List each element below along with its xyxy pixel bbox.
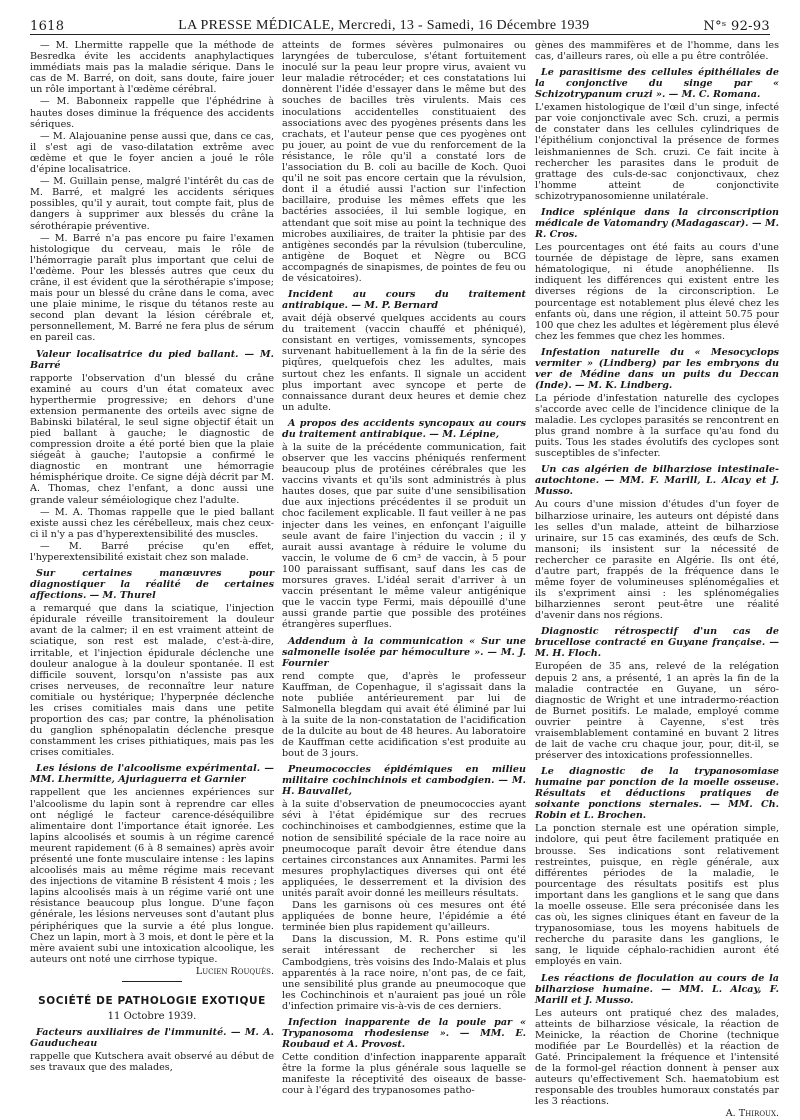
paragraph: L'examen histologique de l'œil d'un singe, infecté par voie conjonctivale avec Sch. cruzi, a permis de constater dans les cellules cylindriques de l'épithélium conjonctival la présence de formes leishmaniennes de Sch. cruzi. Ce fait incite à rechercher les parasites dans le produit de grattage des culs-de-sac conjonctivaux, chez l'homme atteint de conjonctivite schizotrypanosomienne unilatérale. (535, 102, 779, 202)
page-number: 1618 (30, 19, 65, 34)
section-heading: Infection inapparente de la poule par « Trypanosoma rhodesiense ». — MM. E. Roubaud et A. Provost. (282, 1017, 526, 1051)
section-heading: A propos des accidents syncopaux au cours du traitement antirabique. — M. Lépine, (282, 417, 526, 440)
page-header (30, 12, 770, 34)
signature: Lucien Rouquès. (195, 965, 274, 977)
paragraph: — M. Barré n'a pas encore pu faire l'examen histologique du cerveau, mais le rôle de l'hémorragie paraît plus important que celui de l'œdème. Pour les blessés autres que ceux du crâne, il est évident que la sérothérapie s'impose; mais pour un blessé du crâne dans le coma, avec une plaie minime, le risque du tétanos reste au second plan devant la lésion cérébrale et, personnellement, M. Barré ne fera plus de sérum en pareil cas. (30, 232, 274, 344)
paragraph: a remarqué que dans la sciatique, l'injection épidurale réveille transitoirement la douleur avant de la calmer; il en est vraiment atteint de sciatique, son rest est malade, c'est-à-dire, irritable, et l'injection épidurale déclenche une douleur analogue à la douleur spontanée. Il est difficile souvent, lorsqu'on n'assiste pas aux crises nerveuses, de reconnaître leur nature comitiale ou hystérique; l'hyperpnée déclenche les crises comitiales mais dans une petite proportion des cas; par contre, la phénolisation du ganglion sphénopalatin déclenche presque constamment les crises pithiatiques, mais pas les crises comitiales. (30, 603, 274, 759)
divider (122, 981, 182, 982)
paragraph: à la suite de la précédente communication, fait observer que les vaccins phéniqués renferment beaucoup plus de protéines cérébrales que les vaccins vivants et qu'ils sont administrés à plus hautes doses, que par suite d'une sensibilisation due aux injections précédentes il se produit un choc facilement explicable. Il faut veiller à ne pas injecter dans les veines, en enfonçant l'aiguille seule avant de faire l'injection du vaccin ; il y aurait aussi avantage à réduire le volume du vaccin, le volume de 6 cm³ de vaccin, à 5 pour 100 paraissant suffisant, sauf dans les cas de morsures graves. L'idéal serait d'arriver à un vaccin présentant le même valeur antigénique que le vaccin type Fermi, mais dépouillé d'une aussi grande partie que possible des protéines étrangères superflues. (282, 441, 526, 631)
section-heading: Les réactions de floculation au cours de la bilharziose humaine. — MM. L. Alcay, F. Marill et J. Musso. (535, 972, 779, 1006)
session-date: 11 Octobre 1939. (107, 1011, 197, 1023)
section-heading: Diagnostic rétrospectif d'un cas de brucellose contracté en Guyane française. — M. H. Floch. (535, 626, 779, 660)
section-heading: Sur certaines manœuvres pour diagnostiquer la réalité de certaines affections. — M. Thurel (30, 568, 274, 602)
column-2 (282, 40, 526, 1097)
section-heading: Facteurs auxiliaires de l'immunité. — M. A. Gauducheau (30, 1027, 274, 1050)
paragraph: à la suite d'observation de pneumococcies ayant sévi à l'état épidémique sur des recrues cochinchinoises et cambodgiennes, estime que la notion de sensibilité spéciale de la race noire au pneumocoque paraît devoir être étendue dans certaines circonstances aux Annamites. Parmi les mesures prophylactiques diverses qui ont été appliquées, le desserrement et la division des unités paraît avoir donné les meilleurs résultats. (282, 799, 526, 899)
column-3 (535, 40, 779, 1120)
header-rule (30, 34, 770, 35)
section-heading: Addendum à la communication « Sur une salmonelle isolée par hémoculture ». — M. J. Fournier (282, 635, 526, 669)
paragraph: Cette condition d'infection inapparente apparaît être la forme la plus générale sous laquelle se manifeste la réceptivité des oiseaux de basse-cour à l'égard des trypanosomes patho- (282, 1052, 526, 1097)
paragraph: Les auteurs ont pratiqué chez des malades, atteints de bilharziose vésicale, la réaction de Meinicke, la réaction de Chorine (technique modifiée par Le Bourdellès) et la réaction de Gaté. Principalement la fréquence et l'intensité de la formol-gel réaction donnent à penser aux auteurs qu'effectivement Sch. haematobium est responsable des troubles humoraux constatés par les 3 réactions. (535, 1007, 779, 1108)
paragraph: rend compte que, d'après le professeur Kauffman, de Copenhague, il s'agissait dans la note publiée antérieurement par lui de Salmonella blegdam qui avait été éliminé par lui à la suite de la non-constatation de l'acidification de la dulcite au bout de 48 heures. Au laboratoire de Kauffman cette acidification s'est produite au bout de 3 jours. (282, 670, 526, 760)
paragraph: — M. Barré précise qu'en effet, l'hyperextensibilité existait chez son malade. (30, 540, 274, 564)
paragraph: — M. Lhermitte rappelle que la méthode de Besredka évite les accidents anaphylactiques immédiats mais pas la maladie sérique. Dans le cas de M. Barré, on doit, sans doute, faire jouer un rôle important à l'œdème cérébral. (30, 40, 274, 96)
paragraph: Dans la discussion, M. R. Pons estime qu'il serait intéressant de rechercher si les Cambodgiens, très voisins des Indo-Malais et plus apparentés à la race noire, n'ont pas, de ce fait, une sensibilité plus grande au pneumocoque que les Cochinchinois et n'auraient pas joué un rôle d'infection primaire vis-à-vis de ces derniers. (282, 934, 526, 1012)
section-heading: Incident au cours du traitement antirabique. — M. P. Bernard (282, 289, 526, 312)
paragraph: — M. Alajouanine pense aussi que, dans ce cas, il s'est agi de vaso-dilatation extrême avec œdème et que le foyer ancien a joué le rôle d'épine localisatrice. (30, 130, 274, 176)
paragraph: rappelle que Kutschera avait observé au début de ses travaux que des malades, (30, 1051, 274, 1074)
column-1 (30, 40, 274, 1074)
section-heading: Indice splénique dans la circonscription médicale de Vatomandry (Madagascar). — M. R. Cros. (535, 207, 779, 241)
paragraph: atteints de formes sévères pulmonaires ou laryngées de tuberculose, s'étant fortuitement inoculé sur la peau leur propre virus, avaient vu leur maladie rétrocéder; et ces constatations lui donnèrent l'idée d'essayer dans le même but des souches de bacilles très virulents. Mais ces inoculations accidentelles constituaient des associations avec des pyogènes présents dans les crachats, et l'auteur pense que ces pyogènes ont pu jouer, au point de vue du renforcement de la résistance, le rôle qu'il a constaté lors de l'association du B. coli au bacille de Koch. Quoi qu'il ne soit pas encore certain que la révulsion, dont il a étudié aussi l'action sur l'infection bacillaire, produise les mêmes effets que les bactéries associées, il lui semble logique, en attendant que soit mise au point la technique des microbes auxiliaires, de traiter la phtisie par des antigènes secondés par la révulsion (tuberculine, antigène de Boquet et Nègre ou BCG accompagnés de sinapismes, de pointes de feu ou de vésicatoires). (282, 40, 526, 284)
society-heading: SOCIÉTÉ DE PATHOLOGIE EXOTIQUE (38, 995, 266, 1008)
paragraph: Dans les garnisons où ces mesures ont été appliquées de bonne heure, l'épidémie a été terminée bien plus rapidement qu'ailleurs. (282, 900, 526, 934)
paragraph: rappellent que les anciennes expériences sur l'alcoolisme du lapin sont à reprendre car elles ont négligé le facteur carence-déséquilibre alimentaire dont l'importance était ignorée. Les lapins alcoolisés et soumis à un régime carencé meurent rapidement (6 à 8 semaines) après avoir présenté une fonte musculaire intense : les lapins alcoolisés mais au même régime mais recevant des injections de vitamine B résistent 4 mois ; les lapins alcoolisés mais à un régime varié ont une résistance beaucoup plus longue. D'une façon générale, les lésions nerveuses sont d'autant plus périphériques que la survie a été plus longue. Chez un lapin, mort à 3 mois, et dont le père et la mère avaient subi une intoxication alcoolique, les auteurs ont noté une cirrhose typique. (30, 787, 274, 965)
paragraph: gènes des mammifères et de l'homme, dans les cas, d'ailleurs rares, où elle a pu être contrôlée. (535, 40, 779, 63)
paragraph: rapporte l'observation d'un blessé du crâne examiné au cours d'un état comateux avec hyperthermie progressive; en dehors d'une extension permanente des orteils avec signe de Babinski bilatéral, le seul signe objectif était un pied ballant à gauche; le diagnostic de compression droite a été porté bien que la plaie siégeât à gauche; l'autopsie a confirmé le diagnostic en montrant une hémorragie hémisphérique droite. Ce signe déjà décrit par M. A. Thomas, chez l'enfant, a donc aussi une grande valeur séméiologique chez l'adulte. (30, 372, 274, 506)
issue-number: N°ˢ 92-93 (703, 19, 770, 34)
section-heading: Le diagnostic de la trypanosomiase humaine par ponction de la moelle osseuse. Résultats et déductions pratiques de soixante ponctions sternales. — MM. Ch. Robin et L. Brochen. (535, 766, 779, 822)
paragraph: La période d'infestation naturelle des cyclopes s'accorde avec celle de l'incidence clinique de la maladie. Les cyclopes parasités se rencontrent en plus grand nombre à la surface qu'au fond du puits. Tous les stades évolutifs des cyclopes sont susceptibles de s'infecter. (535, 392, 779, 460)
paragraph: La ponction sternale est une opération simple, indolore, qui peut être facilement pratiquée en brousse. Ses indications sont relativement restreintes, puisque, en règle générale, aux différentes périodes de la maladie, le pourcentage des résultats positifs est plus important dans les ganglions et le sang que dans la moelle osseuse. Elle sera préconisée dans les cas où, les signes cliniques étant en faveur de la trypanosomiase, tous les moyens habituels de recherche du parasite dans les ganglions, le sang, le liquide céphalo-rachidien auront été employés en vain. (535, 823, 779, 968)
paragraph: — M. A. Thomas rappelle que le pied ballant existe aussi chez les cérébelleux, mais chez ceux-ci il n'y a pas d'hyperextensibilité des muscles. (30, 506, 274, 540)
paragraph: Au cours d'une mission d'études d'un foyer de bilharziose urinaire, les auteurs ont dépisté dans les selles d'un malade, atteint de bilharziose urinaire, sur 15 cas examinés, des œufs de Sch. mansoni; ils insistent sur la nécessité de rechercher ce parasite en Algérie. Ils ont été, d'autre part, frappés de la fréquence dans le même foyer de volumineuses splénomégalies et ils s'expriment ainsi : les splénomégalies bilharziennes seront peut-être une réalité d'avenir dans nos régions. (535, 499, 779, 622)
section-heading: Infestation naturelle du « Mesocyclops vermiter » (Lindberg) par les embryons du ver de Médine dans un puits du Deccan (Inde). — M. K. Lindberg. (535, 346, 779, 391)
paragraph: Européen de 35 ans, relevé de la relégation depuis 2 ans, a présenté, 1 an après la fin de la maladie contractée en Guyane, un séro-diagnostic de Wright et une intradermo-réaction de Burnet positifs. Le malade, employé comme ouvrier peintre à Cayenne, s'est très vraisemblablement contaminé en buvant 2 litres de lait de vache cru chaque jour, pour, dit-il, se préserver des intoxications professionnelles. (535, 661, 779, 762)
signature: A. Thiroux. (725, 1108, 779, 1120)
section-heading: Valeur localisatrice du pied ballant. — M. Barré (30, 348, 274, 371)
section-heading: Les lésions de l'alcoolisme expérimental. — MM. Lhermitte, Ajuriaguerra et Garnier (30, 763, 274, 786)
journal-title: LA PRESSE MÉDICALE, Mercredi, 13 - Samedi, 16 Décembre 1939 (178, 18, 590, 33)
section-heading: Pneumococcies épidémiques en milieu militaire cochinchinois et cambodgien. — M. H. Bauvallet, (282, 764, 526, 798)
paragraph: avait déjà observé quelques accidents au cours du traitement (vaccin chauffé et phéniqué), consistant en vertiges, vomissements, syncopes survenant habituellement à la fin de la série des piqûres, quelquefois chez les adultes, mais surtout chez les enfants. Il signale un accident plus important avec syncope et perte de connaissance durant deux heures et demie chez un adulte. (282, 313, 526, 413)
paragraph: — M. Babonneix rappelle que l'éphédrine à hautes doses diminue la fréquence des accidents sériques. (30, 96, 274, 130)
paragraph: — M. Guillain pense, malgré l'intérêt du cas de M. Barré, et malgré les accidents sériques possibles, qu'il y aurait, tout compte fait, plus de dangers à supprimer aux blessés du crâne la sérothérapie préventive. (30, 176, 274, 232)
paragraph: Les pourcentages ont été faits au cours d'une tournée de dépistage de lèpre, sans examen hématologique, ni étude anophélienne. Ils indiquent les différences qui existent entre les diverses régions de la circonscription. Le pourcentage est notablement plus élevé chez les enfants où, dans une région, il atteint 50.75 pour 100 que chez les adultes et légèrement plus élevé chez les femmes que chez les hommes. (535, 242, 779, 342)
section-heading: Le parasitisme des cellules épithéliales de la conjonctive du singe par « Schizotrypanum cruzi ». — M. C. Romana. (535, 67, 779, 101)
section-heading: Un cas algérien de bilharziose intestinale-autochtone. — MM. F. Marill, L. Alcay et J. Musso. (535, 464, 779, 498)
